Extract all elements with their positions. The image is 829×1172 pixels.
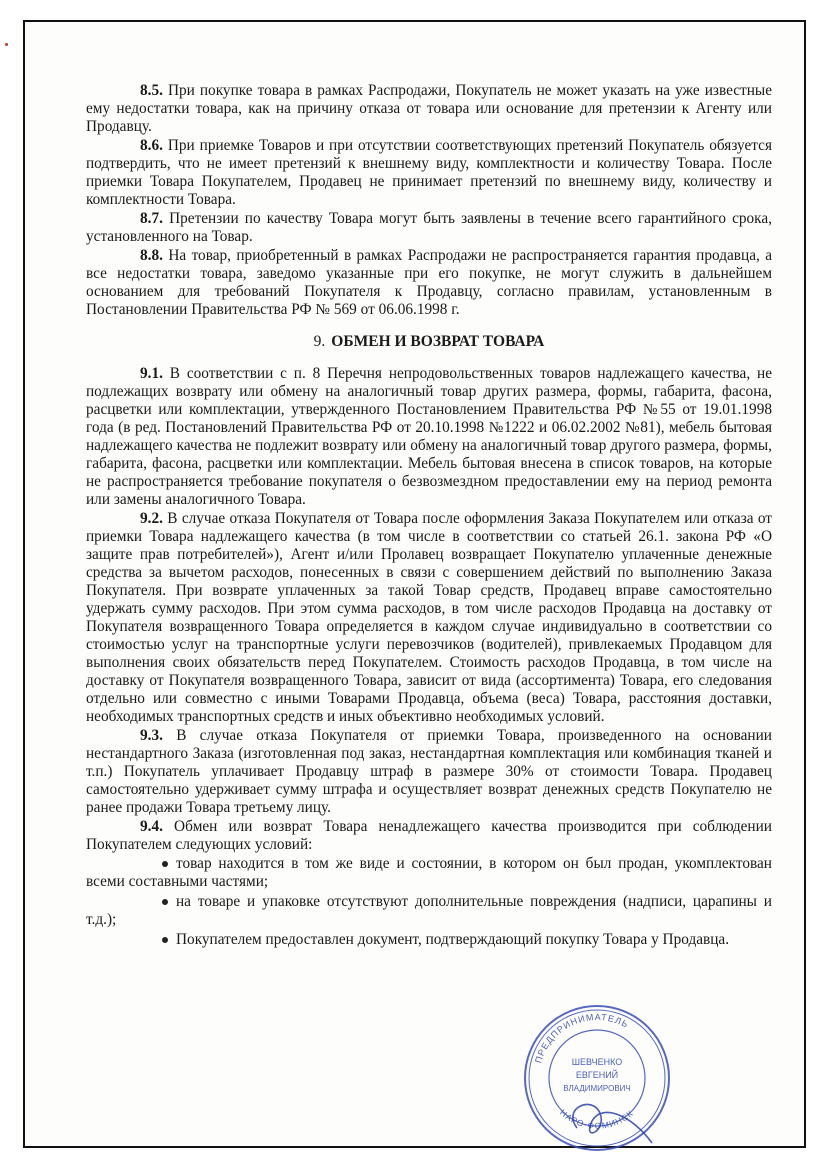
bullet-text: на товаре и упаковке отсутствуют дополнительные повреждения (надписи, царапины и т.д.);: [86, 893, 772, 928]
scan-speck: [5, 43, 8, 46]
clause-text: При покупке товара в рамках Распродажи, Покупатель не может указать на уже известные ему недостатки товара, как на причину отказа от товара или основание для претензии к Агенту или Продавцу.: [86, 82, 772, 135]
clause-text: Обмен или возврат Товара ненадлежащего качества производится при соблюдении Покупателем следующих условий:: [86, 818, 772, 853]
paragraph-9-1: [86, 365, 772, 509]
clause-text: В случае отказа Покупателя от приемки Товара, произведенного на основании нестандартного Заказа (изготовленная под заказ, нестандартная комплектация или комбинация тканей и т.п.) Покупатель уплачивает Продавцу штраф в размере 30% от стоимости Товара. Продавец самостоятельно удерживает сумму штрафа и осуществляет возврат денежных средств Покупателю не ранее продажи Товара третьему лицу.: [86, 727, 772, 816]
paragraph-9-2: [86, 510, 772, 726]
condition-bullet: [86, 855, 772, 891]
document-body: [86, 82, 772, 951]
clause-text: Претензии по качеству Товара могут быть заявлены в течение всего гарантийного срока, установленного на Товар.: [86, 210, 772, 245]
svg-text:НАРО-ФОМИНСК: [558, 1107, 635, 1130]
seal-name-line-1: ШЕВЧЕНКО: [571, 1057, 623, 1067]
clause-text: На товар, приобретенный в рамках Распродажи не распространяется гарантия продавца, а все недостатки товара, заведомо указанные при его покупке, не могут служить в дальнейшем основанием для требований Покупателя к Продавцу, согласно правилам, установленным в Постановлении Правительства РФ № 569 от 06.06.1998 г.: [86, 247, 772, 318]
paragraph-9-4: [86, 818, 772, 854]
clause-number: 8.5.: [140, 82, 163, 99]
bullet-text: товар находится в том же виде и состоянии, в котором он был продан, укомплектован всеми составными частями;: [86, 855, 772, 890]
paragraph-8-6: [86, 137, 772, 209]
clause-number: 9.2.: [140, 510, 163, 527]
seal-top-text: ПРЕДПРИНИМАТЕЛЬ: [533, 1011, 631, 1065]
paragraph-8-7: [86, 210, 772, 246]
clause-number: 9.3.: [140, 727, 163, 744]
paragraph-9-3: [86, 727, 772, 817]
clause-text: В случае отказа Покупателя от Товара после оформления Заказа Покупателем или отказа от приемки Товара надлежащего качества (в том числе в соответствии со статьей 26.1. закона РФ «О защите прав потребителей»), Агент и/или Пролавец возвращает Покупателю уплаченные денежные средства за вычетом расходов, понесенных в связи с совершением действий по выполнению Заказа Покупателя. При возврате уплаченных за такой Товар средств, Продавец вправе самостоятельно удержать сумму расходов. При этом сумма расходов, в том числе расходов Продавца на доставку от Покупателя возвращенного Товара определяется в каждом случае индивидуально в соответствии со стоимостью услуг на транспортные услуги перевозчиков (водителей), привлекаемых Продавцом для выполнения своих обязательств перед Покупателем. Стоимость расходов Продавца, в том числе на доставку от Покупателя возвращенного Товара, зависит от вида (ассортимента) Товара, его следования отдельно или совместно с иными Товарами Продавца, объема (веса) Товара, расстояния доставки, необходимых транспортных средств и иных объективно необходимых условий.: [86, 510, 772, 725]
condition-bullet: [86, 931, 772, 949]
clause-text: В соответствии с п. 8 Перечня непродовольственных товаров надлежащего качества, не подлежащих возврату или обмену на аналогичный товар других размера, формы, габарита, фасона, расцветки или комплектации, утвержденного Постановлением Правительства РФ №55 от 19.01.1998 года (в ред. Постановлений Правительства РФ от 20.10.1998 №1222 и 06.02.2002 №81), мебель бытовая надлежащего качества не подлежит возврату или обмену на аналогичный товар другого размера, формы, габарита, фасона, расцветки или комплектации. Мебель бытовая внесена в список товаров, на которые не распространяется требование покупателя о безвозмездном предоставлении ему на период ремонта или замены аналогичного Товара.: [86, 365, 772, 508]
bullet-dot-icon: [162, 899, 168, 905]
seal-name-line-3: ВЛАДИМИРОВИЧ: [563, 1084, 631, 1093]
bullet-dot-icon: [162, 861, 168, 867]
seal-bottom-text: НАРО-ФОМИНСК: [557, 1107, 636, 1131]
clause-number: 9.4.: [140, 818, 163, 835]
bullet-dot-icon: [162, 937, 168, 943]
section-number: 9.: [313, 333, 326, 350]
section-title: ОБМЕН И ВОЗВРАТ ТОВАРА: [331, 333, 545, 350]
clause-number: 8.8.: [140, 247, 163, 264]
section-heading: [86, 333, 772, 351]
condition-bullet: [86, 893, 772, 929]
clause-number: 9.1.: [140, 365, 163, 382]
paragraph-8-8: [86, 247, 772, 319]
clause-text: При приемке Товаров и при отсутствии соответствующих претензий Покупатель обязуется подтвердить, что не имеет претензий к внешнему виду, комплектности и количеству Товара. После приемки Товара Покупателем, Продавец не принимает претензий по внешнему виду, количеству и комплектности Товара.: [86, 137, 772, 208]
clause-number: 8.6.: [140, 137, 163, 154]
company-seal-stamp: [522, 1003, 672, 1153]
clause-number: 8.7.: [140, 210, 163, 227]
paragraph-8-5: [86, 82, 772, 136]
seal-name-line-2: ЕВГЕНИЙ: [575, 1070, 619, 1080]
bullet-text: Покупателем предоставлен документ, подтверждающий покупку Товара у Продавца.: [176, 931, 730, 948]
